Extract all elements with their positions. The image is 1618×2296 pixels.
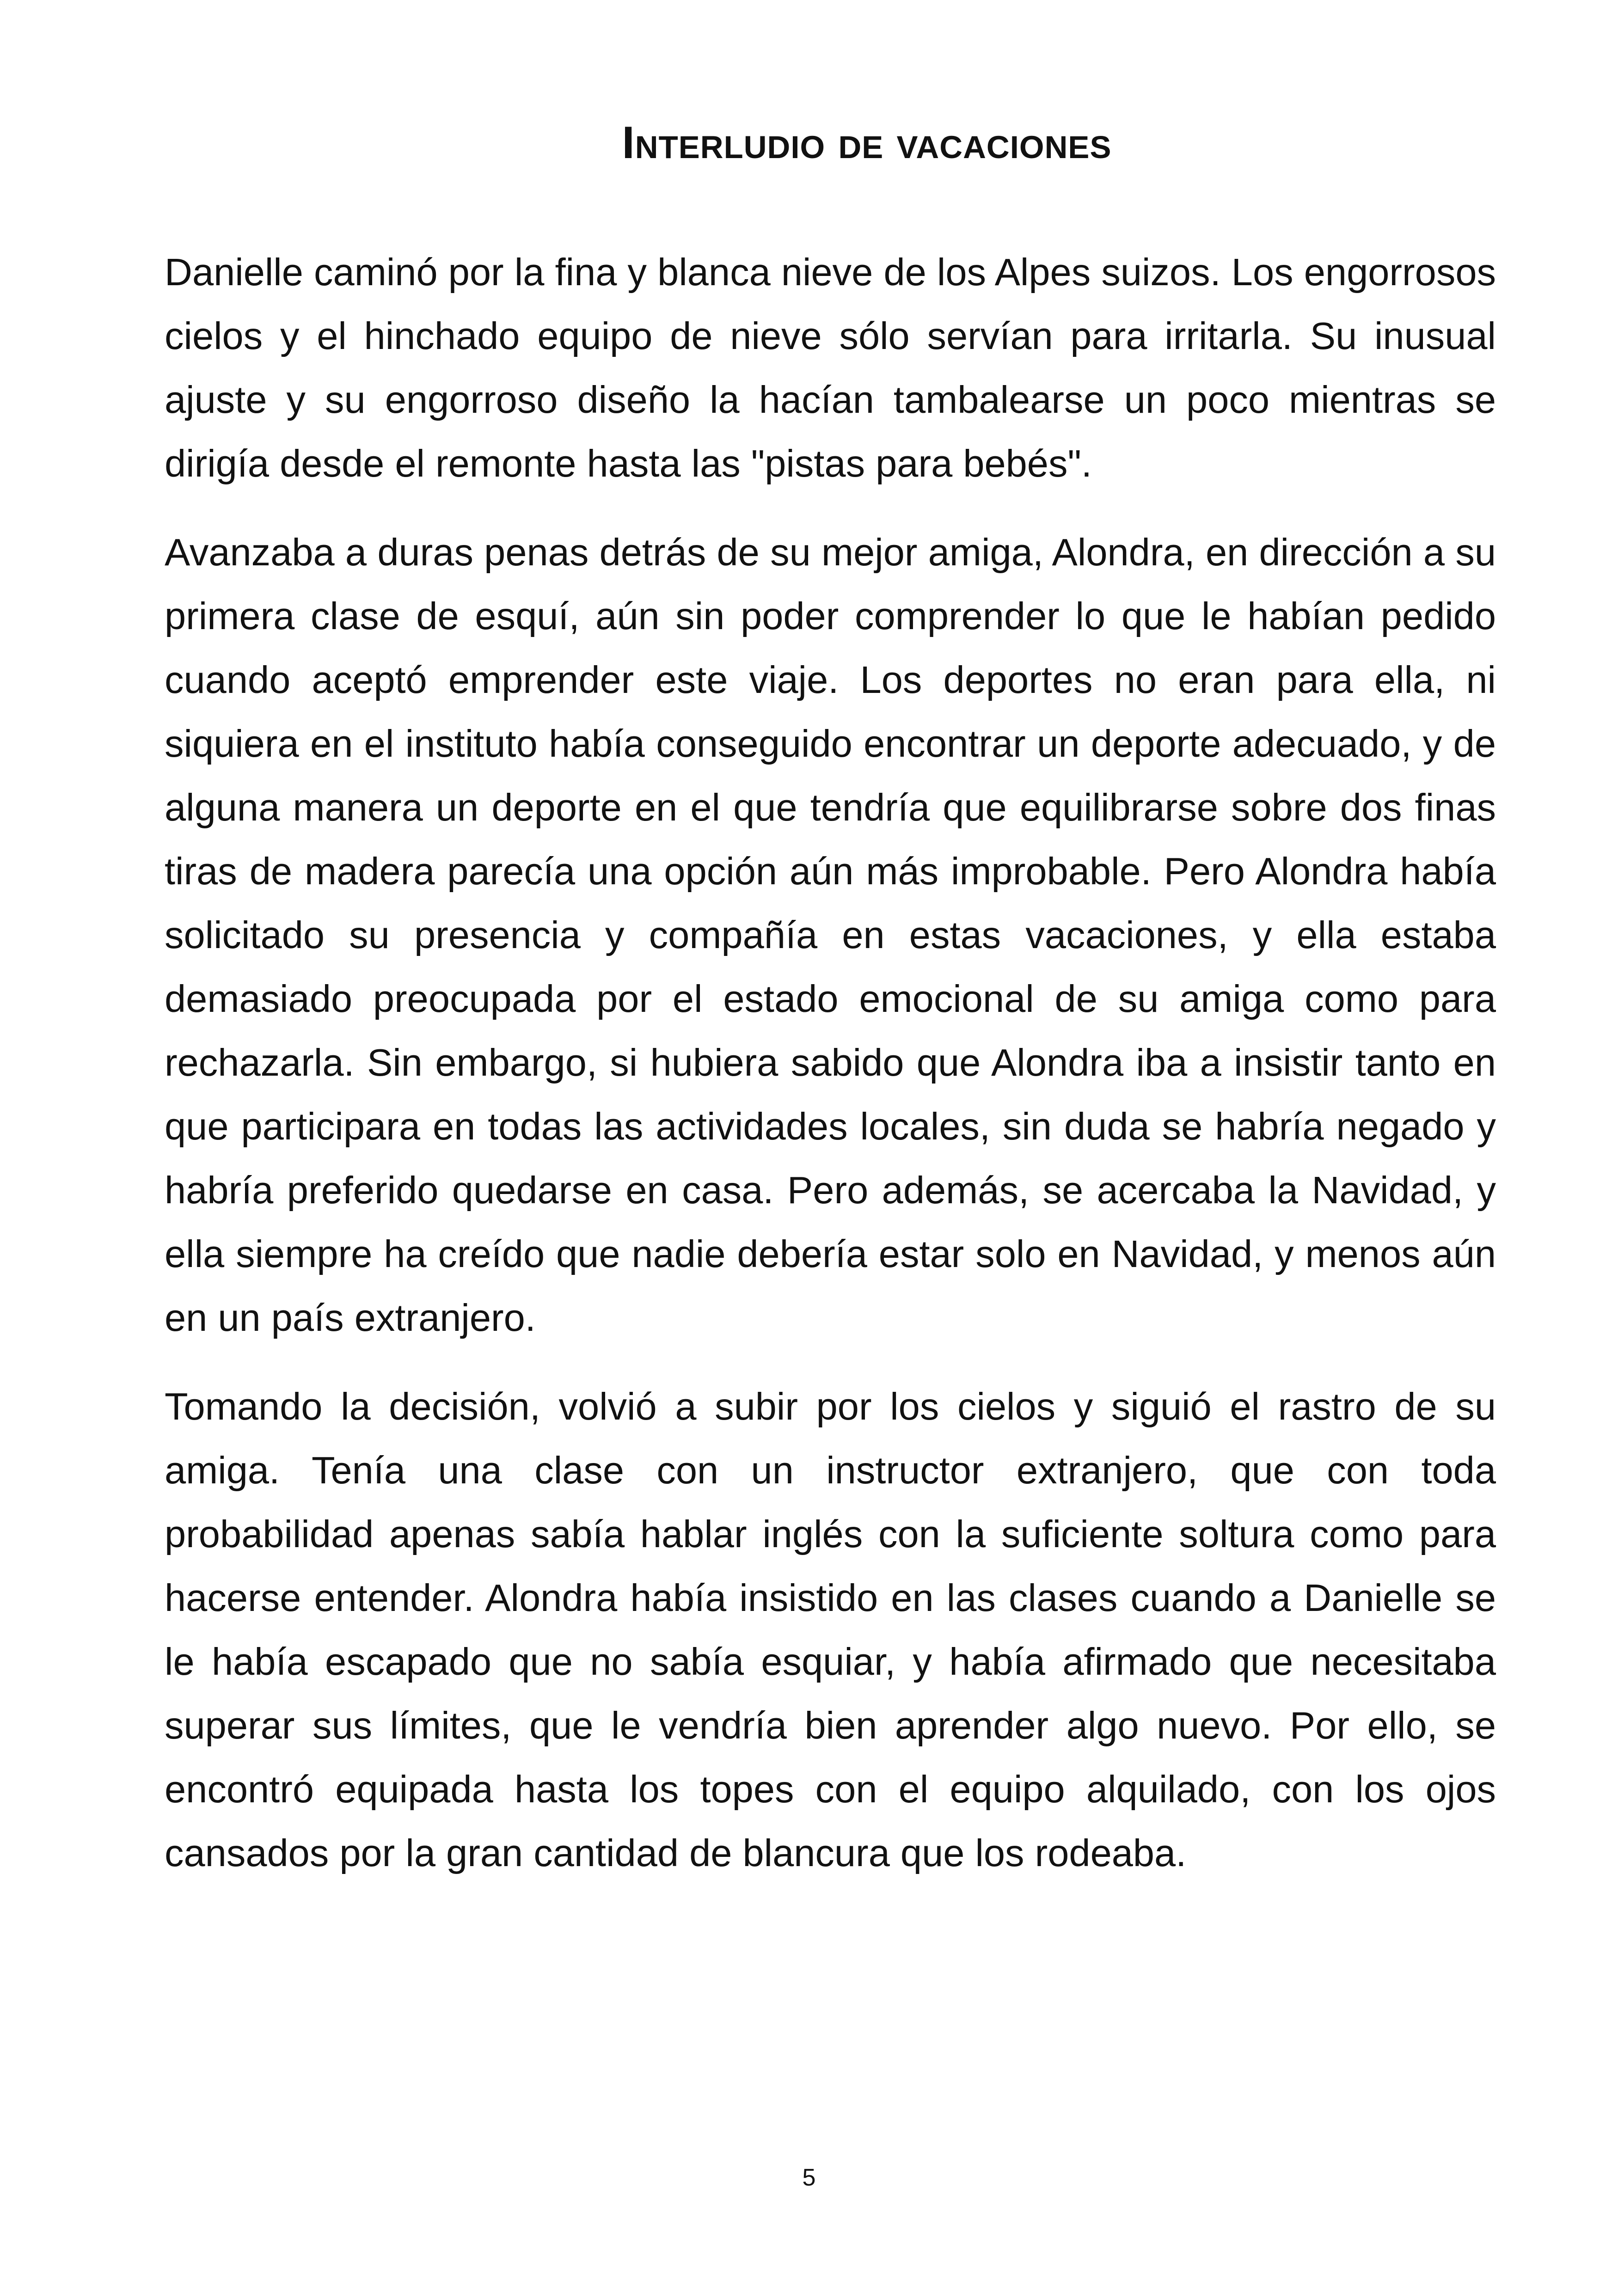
chapter-body (165, 240, 1496, 1910)
page-number: 5 (802, 2164, 816, 2191)
paragraph-2: Avanzaba a duras penas detrás de su mejor amiga, Alondra, en dirección a su primera clase de esquí, aún sin poder comprender lo que le habían pedido cuando aceptó emprender este viaje. Los deportes no eran para ella, ni siquiera en el instituto había conseguido encontrar un deporte adecuado, y de alguna manera un deporte en el que tendría que equilibrarse sobre dos finas tiras de madera parecía una opción aún más improbable. Pero Alondra había solicitado su presencia y compañía en estas vacaciones, y ella estaba demasiado preocupada por el estado emocional de su amiga como para rechazarla. Sin embargo, si hubiera sabido que Alondra iba a insistir tanto en que participara en todas las actividades locales, sin duda se habría negado y habría preferido quedarse en casa. Pero además, se acercaba la Navidad, y ella siempre ha creído que nadie debería estar solo en Navidad, y menos aún en un país extranjero. (165, 531, 1496, 1339)
paragraph-3: Tomando la decisión, volvió a subir por los cielos y siguió el rastro de su amiga. Tenía una clase con un instructor extranjero, que con toda probabilidad apenas sabía hablar inglés con la suficiente soltura como para hacerse entender. Alondra había insistido en las clases cuando a Danielle se le había escapado que no sabía esquiar, y había afirmado que necesitaba superar sus límites, que le vendría bien aprender algo nuevo. Por ello, se encontró equipada hasta los topes con el equipo alquilado, con los ojos cansados por la gran cantidad de blancura que los rodeaba. (165, 1385, 1496, 1874)
chapter-title: Interludio de vacaciones (622, 117, 1112, 168)
paragraph-1: Danielle caminó por la fina y blanca nieve de los Alpes suizos. Los engorrosos cielos y el hinchado equipo de nieve sólo servían para irritarla. Su inusual ajuste y su engorroso diseño la hacían tambalearse un poco mientras se dirigía desde el remonte hasta las "pistas para bebés". (165, 251, 1496, 485)
